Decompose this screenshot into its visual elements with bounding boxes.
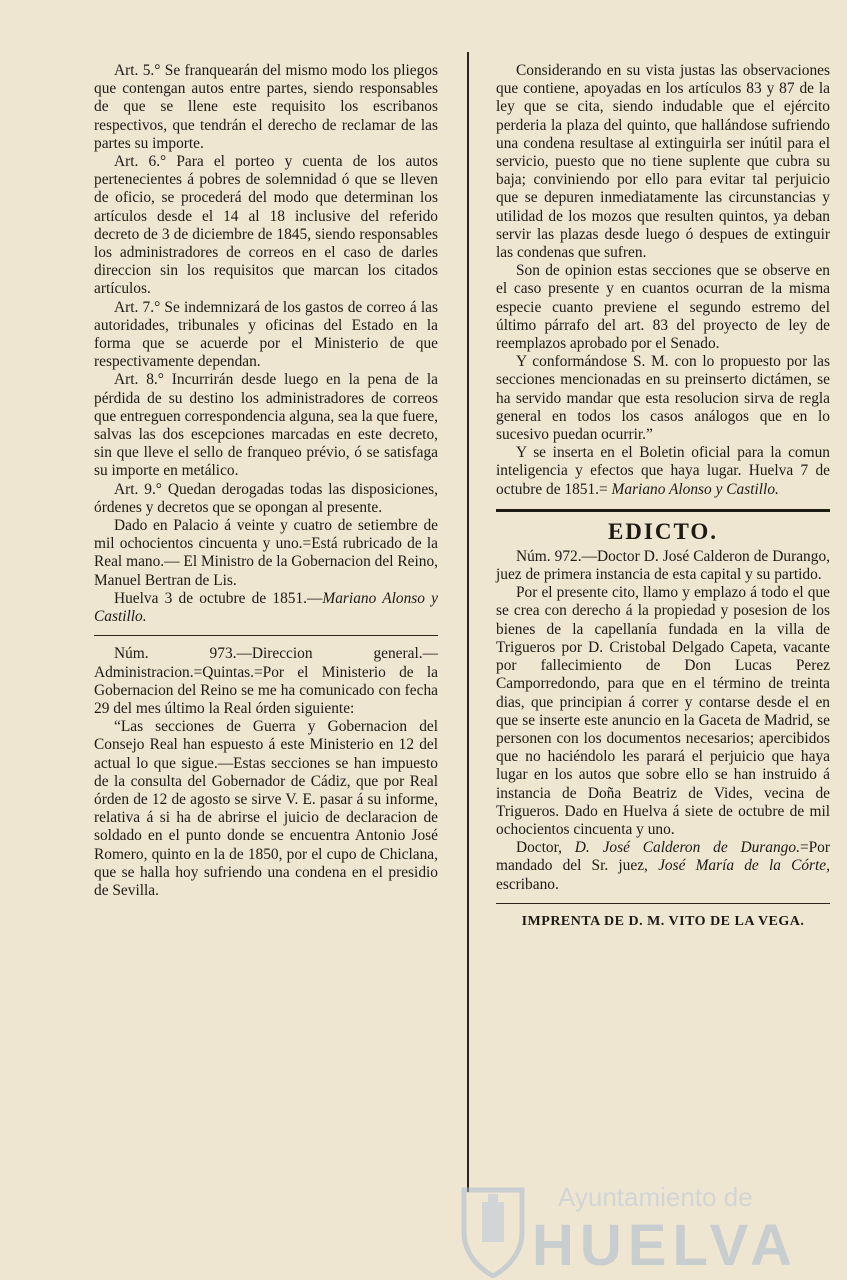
judge-name: D. José Calderon de Durango. — [574, 839, 800, 857]
archive-watermark — [448, 1178, 798, 1280]
notice-973: Núm. 973.—Direccion general.—Administracion.=Quintas.=Por el Ministerio de la Gobernacion del Reino se me ha comunicado con fecha 29 del mes último la Real órden siguiente: — [94, 645, 438, 717]
huelva-signature-line — [94, 590, 438, 626]
left-column — [94, 62, 438, 900]
section-rule — [94, 635, 438, 636]
opinion-paragraph: Son de opinion estas secciones que se observe en el caso presente y en cuantos ocurran de la misma especie cuanto previene el segundo estremo del último párrafo del art. 83 del proyecto de ley de reemplazos aprobado por el Senado. — [496, 262, 830, 353]
inserta-signatory: Mariano Alonso y Castillo. — [611, 480, 779, 498]
notice-972: Núm. 972.—Doctor D. José Calderon de Durango, juez de primera instancia de esta capital y su partido. — [496, 547, 830, 584]
article-5: Art. 5.° Se franquearán del mismo modo los pliegos que contengan autos entre partes, siendo responsables de que se llene este requisito los escribanos respectivos, que tendrán el derecho de reclamar de las partes su importe. — [94, 62, 438, 152]
column-divider — [467, 52, 469, 1192]
huelva-date: Huelva 3 de octubre de 1851.— — [114, 589, 323, 607]
inserta-paragraph — [496, 444, 830, 499]
article-7: Art. 7.° Se indemnizará de los gastos de correo á las autoridades, tribunales y oficinas del Estado en la forma que se acuerde por el Ministerio de que respectivamente dependan. — [94, 298, 438, 371]
article-8: Art. 8.° Incurrirán desde luego en la pena de la pérdida de su destino los administradores de correos que entreguen correspondencia alguna, sea la que fuere, salvas las dos escepciones marcadas en este decreto, sin que lleve el sello de franqueo prévio, ó se satisfaga su importe en metálico. — [94, 371, 438, 480]
dado-en-palacio: Dado en Palacio á veinte y cuatro de setiembre de mil ochocientos cincuenta y uno.=Está rubricado de la Real mano.— El Ministro de la Gobernacion del Reino, Manuel Bertran de Lis. — [94, 517, 438, 589]
edicto-heading: EDICTO. — [607, 518, 719, 544]
judge-signature-line — [496, 839, 830, 894]
article-9: Art. 9.° Quedan derogadas todas las disposiciones, órdenes y decretos que se opongan al presente. — [94, 480, 438, 516]
signatory-name: Mariano Alonso y Castillo. — [94, 589, 438, 626]
watermark-line-2: HUELVA — [532, 1213, 798, 1278]
edicto-rule — [496, 509, 830, 512]
inserta-text: Y se inserta en el Boletin oficial para la comun inteligencia y efectos que haya lugar. Huelva 7 de octubre de 1851.= — [496, 444, 830, 498]
considerando-paragraph: Considerando en su vista justas las observaciones que contiene, apoyadas en los artículos 83 y 87 de la ley que se cita, siendo indudable que el ejército perderia la plaza del quinto, que hallándose sufriendo una condena resultase al extinguirla ser inútil para el servicio, puesto que no tiene suplente que cubra su baja; conviniendo por ello para evitar tal perjuicio que se depuren inmediatamente las circunstancias y utilidad de los mozos que resulten quintos, ya deban servir las plazas desde luego ó despues de extinguir las condenas que sufren. — [496, 62, 830, 262]
conformandose-paragraph: Y conformándose S. M. con lo propuesto por las secciones mencionadas en su preinserto dictámen, se ha servido mandar que esta resolucion sirva de regla general en todos los casos análogos que en lo sucesivo puedan ocurrir.” — [496, 353, 830, 444]
doctor-prefix: Doctor, — [516, 839, 562, 857]
clerk-title: escribano. — [496, 875, 559, 893]
mandado-prefix: =Por mandado del Sr. juez, — [496, 839, 830, 875]
article-6: Art. 6.° Para el porteo y cuenta de los autos pertenecientes á pobres de solemnidad ó que se lleven de oficio, se procederá del modo que determinan los artículos desde el 14 al 18 inclusive del referido decreto de 3 de diciembre de 1845, siendo responsables los administradores de correos en el caso de darles direccion sin los requisitos que marcan los citados artículos. — [94, 153, 438, 298]
watermark-line-1: Ayuntamiento de — [558, 1182, 753, 1212]
printer-imprint: IMPRENTA DE D. M. VITO DE LA VEGA. — [521, 913, 805, 929]
footer-rule — [496, 903, 830, 904]
secciones-paragraph: “Las secciones de Guerra y Gobernacion del Consejo Real han espuesto á este Ministerio en 12 del actual lo que sigue.—Estas secciones se han impuesto de la consulta del Gobernador de Cádiz, que por Real órden de 12 de agosto se sirve V. E. pasar á su informe, relativa á si ha de abrirse el juicio de declaracion de soldado en el punto donde se encuentra Antonio José Romero, quinto en la de 1850, por el cupo de Chiclana, que se halla hoy sufriendo una condena en el presidio de Sevilla. — [94, 718, 438, 899]
coat-of-arms-icon — [456, 1180, 530, 1278]
citation-paragraph: Por el presente cito, llamo y emplazo á todo el que se crea con derecho á la propiedad y posesion de los bienes de la capellanía fundada en la villa de Trigueros por D. Cristobal Delgado Capeta, vacante por fallecimiento de Don Lucas Perez Camporredondo, para que en el término de treinta dias, que principian á correr y contarse desde el en que se inserte este anuncio en la Gaceta de Madrid, se personen con los documentos necesarios; apercibidos que no haciéndolo les parará el perjuicio que haya lugar en los autos que sobre ello se han instruido á instancia de Doña Beatriz de Vides, vecina de Trigueros. Dado en Huelva á siete de octubre de mil ochocientos cincuenta y uno. — [496, 584, 830, 838]
clerk-name: José María de la Córte, — [658, 857, 830, 875]
right-column — [496, 62, 830, 931]
